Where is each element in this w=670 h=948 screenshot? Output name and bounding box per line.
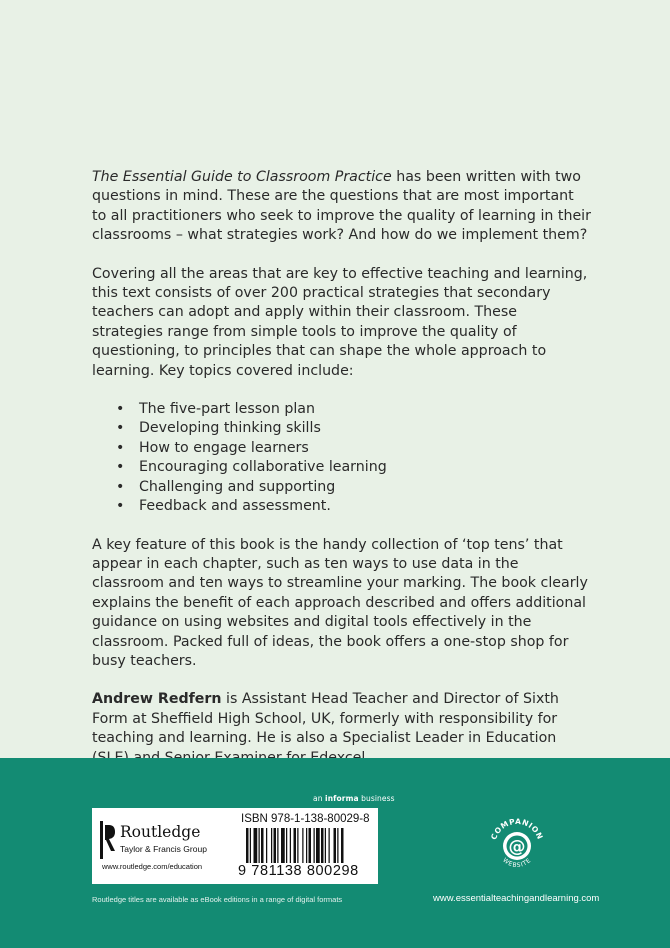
back-cover-text [92, 168, 592, 806]
informa-tagline [313, 794, 395, 803]
topic-item: • The five-part lesson plan [92, 400, 592, 419]
isbn-label: ISBN 978-1-138-80029-8 [241, 813, 370, 825]
informa-suffix: business [358, 794, 395, 803]
publisher-name: Routledge [120, 823, 201, 841]
topic-item: • How to engage learners [92, 439, 592, 458]
companion-top-text: COMPANION [489, 816, 545, 841]
svg-text:@: @ [508, 837, 526, 857]
feature-paragraph: A key feature of this book is the handy collection of ‘top tens’ that appear in each chapter, such as ten ways to use data in the classroom and ten ways to streamline your marking. The book clearly explains the benefit of each approach described and offers additional guidance on using websites and digital tools effectively in the classroom. Packed full of ideas, the book offers a one-stop shop for busy teachers. [92, 536, 588, 669]
topic-item: • Encouraging collaborative learning [92, 458, 592, 477]
barcode-number: 9 781138 800298 [238, 863, 359, 879]
companion-website-badge-icon [486, 815, 548, 877]
companion-bottom-text: WEBSITE [501, 856, 533, 870]
intro-paragraph [92, 168, 592, 246]
informa-prefix: an [313, 794, 326, 803]
author-paragraph [92, 690, 592, 768]
book-title: The Essential Guide to Classroom Practice [92, 169, 392, 185]
topics-list [92, 400, 592, 516]
author-bio: is Assistant Head Teacher and Director of Sixth Form at Sheffield High School, UK, formerly with responsibility for teaching and learning. He is also a Specialist Leader in Education [92, 691, 559, 747]
topic-item: • Challenging and supporting [92, 478, 592, 497]
coverage-paragraph: Covering all the areas that are key to effective teaching and learning, this text consists of over 200 practical strategies that secondary teachers can adopt and apply within their classroom. These strategies range from simple tools to improve the quality of questioning, to principles that can shape the whole approach to learning. Key topics covered include: [92, 265, 588, 379]
intro-text: has been written with two questions in mind. These are the questions that are most important to all practitioners who seek to improve the quality of learning in their classrooms – what strategies work? And how do we implement them? [92, 169, 591, 244]
author-name: Andrew Redfern [92, 691, 222, 708]
companion-website-url[interactable]: www.essentialteachingandlearning.com [433, 893, 600, 904]
barcode [238, 828, 373, 884]
publisher-group: Taylor & Francis Group [120, 844, 207, 854]
publisher-url: www.routledge.com/education [102, 862, 203, 871]
routledge-logo-icon [100, 821, 116, 859]
informa-brand: informa [325, 794, 359, 803]
ebook-note: Routledge titles are available as eBook editions in a range of digital formats [92, 895, 343, 904]
publisher-barcode-panel [92, 808, 378, 884]
publisher-footer [0, 758, 670, 948]
topic-item: • Developing thinking skills [92, 419, 592, 438]
topic-item: • Feedback and assessment. [92, 497, 592, 516]
